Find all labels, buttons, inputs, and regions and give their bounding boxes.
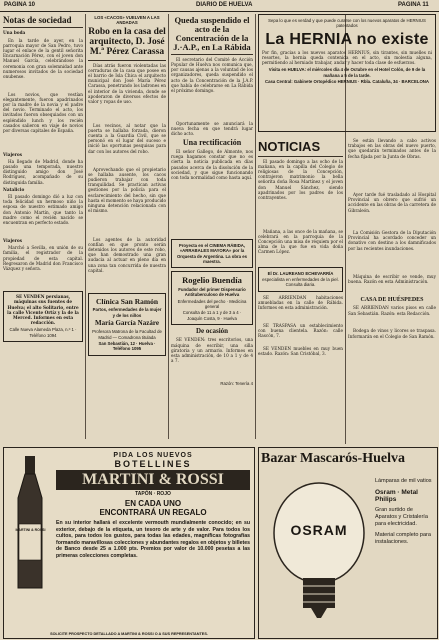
bazar-line: Lámparas de mil vatios: [375, 478, 432, 484]
guest-house-heading: CASA DE HUÉSPEDES: [360, 297, 424, 303]
page-number-left: PAGINA 10: [4, 2, 36, 8]
martini-rossi-ad: [3, 447, 255, 639]
gift-text: ENCONTRARÁ UN REGALO: [99, 508, 207, 517]
society-notes-title: Notas de sociedad: [3, 15, 72, 25]
lightbulb-illustration: [269, 478, 369, 628]
paragraph: SE VENDEN: tres escritorios, una máquina de escribir, una silla giratoria y un armario. Informes en esta administración, de 10 a 1 y de 4 a 7.: [171, 337, 253, 364]
bottle-illustration: [8, 454, 52, 594]
column-5: [348, 138, 436, 444]
hernia-headline: La HERNIA no existe: [265, 30, 429, 48]
paragraph: Los novios, que vestían elegantemente, fueron apadrinados por la madre de la novia y el padre del novio. Terminado el acto, los invitados fueron obsequiados con un espléndido lunch y los recién casados salieron en viaje de novios por diversas capitales de España.: [3, 91, 83, 134]
hernia-ad: [258, 14, 436, 134]
page-header: [0, 0, 439, 12]
classified: Bodega de vinos y licores se traspasa. Informarán en el Colegio de San Ramón.: [348, 328, 436, 339]
bazar-title: Bazar Mascarós-Huelva: [261, 451, 405, 466]
robbery-kicker: LOS «CACOS» VUELVEN A LAS ANDADAS: [94, 15, 160, 26]
address: Razón: Tenería 4: [220, 381, 253, 387]
osram-brand: OSRAM: [290, 522, 348, 538]
ad-text: SE VENDEN persianas, máquinas sus fuentes de Huelva; el alto Solitario, entre la calle Vicente Ortíz y la de la Merced. Informes en esta redacción.: [7, 294, 79, 326]
robbery-headline: Robo en la casa del arquitecto, D. José M.ª Pérez Carassa: [88, 26, 166, 57]
classified: Máquina de escribir se vende, muy buena. Razón en esta Administración.: [348, 274, 436, 285]
occasion-heading: De ocasión: [195, 326, 229, 335]
paragraph: La Comisión Gestora de la Diputación Provincial ha acordado conceder un donativo con destino a los damnificados por las recientes inundaciones.: [348, 230, 436, 251]
news-heading: NOTICIAS: [258, 139, 321, 154]
classified: SE VENDEN muebles en muy buen estado. Razón: San Cristóbal, 3.: [258, 345, 343, 356]
cinema-ad-text: Proyecta en el CINEMA RÁBIDA, «ARRABALES MAYORA» por la Orquesta de Argentina. La obra es maestra.: [176, 243, 248, 264]
doctor-address: Consulta de 11 a 1 y de 3 a 4 · Joaquín Costa, 9 · Huelva: [182, 310, 242, 321]
hernia-intro: Sepa lo que es verdad y que puede curarse con los nuevos aparatos de HERNIUS patentados: [268, 18, 426, 29]
midwife-credentials: Profesora Matrona de la Facultad de Madrid — Comadrona titulada: [92, 329, 162, 340]
rectification-heading: Una rectificación: [182, 137, 242, 147]
subheading-wedding: Una boda: [3, 30, 26, 36]
clinic-address: San Sebastián, 12 · Huelva · Teléfono 1095: [98, 340, 156, 352]
paragraph: El señor Gallego, de Almonte, nos ruega hagamos constar que no es cierta la noticia publicada en días pasados acerca de la disolución de la sociedad, y que sigue funcionando con toda normalidad como hasta aquí.: [171, 149, 253, 181]
in-each-one-text: EN CADA UNO: [124, 499, 182, 508]
hernia-visit: Visita en HUELVA: el miércoles día 4 de Octubre en el Hotel Colón, de 9 de la mañana a 5 de la tarde.: [268, 67, 426, 78]
doctor-specialty: Enfermedades del pecho · Medicina general: [177, 298, 247, 310]
ask-for-text: PIDA LOS NUEVOS: [113, 452, 193, 459]
cinema-ad: [171, 239, 253, 268]
paragraph: Aprovechando que el propietario se hallaba ausente, los cacos pudieron trabajar con toda tranquilidad. Se practican activas gestiones por la policía para el esclarecimiento del hecho, sin que hasta el momento se haya producido ninguna detención relacionada con el mismo.: [88, 166, 166, 214]
bazar-line: Osram · Metal: [375, 489, 418, 496]
doctor-ad: [171, 271, 253, 325]
clinic-ad: [88, 293, 166, 356]
bazar-line: Philips: [375, 496, 397, 503]
martini-rossi-brand: MARTINI & ROSSI: [56, 470, 250, 490]
classified: SE ARRIENDAN habitaciones amuebladas en la calle de Rábida. Informes en esta administración.: [258, 294, 343, 310]
subheading-birth: Natalicio: [3, 186, 25, 192]
paragraph: En la tarde de ayer, en la parroquia mayor de San Pedro, tuvo lugar el enlace de la gentil señorita Encarnación Pérez, con el joven don Manuel García, celebrándose la ceremonia con gran solemnidad ante numerosos invitados de la sociedad onubense.: [3, 37, 83, 80]
classified-ad: [3, 291, 83, 342]
bottle-label: MARTINI & ROSSI: [15, 528, 46, 532]
column-4: [258, 138, 343, 444]
bazar-line: Material completo para instalaciones.: [375, 532, 431, 545]
paragraph: El secretario del Comité de Acción Popular de Huelva nos comunica que, por causas ajenas a la voluntad de los organizadores, queda suspendido el acto de la Concentración de la J.A.P. que había de celebrarse en La Rábida el próximo domingo.: [171, 56, 253, 93]
paragraph: Los vecinos, al notar que la puerta se hallaba forzada, dieron cuenta a la Guardia Civil, que se personó en el lugar del suceso e inició las oportunas pesquisas para dar con los autores del robo.: [88, 122, 166, 154]
doctor-name: Rogelio Buendía: [182, 275, 242, 286]
paragraph: El pasado domingo a las ocho de la mañana, en la capilla del Colegio de religiosas de la Concepción, contrajeron matrimonio la bella señorita doña Rosa Martínez y el joven don Manuel Sánchez, siendo apadrinados por los padres de los contrayentes.: [258, 158, 343, 201]
midwife-name: María García Nazáre: [95, 318, 159, 327]
doctor-name: El Dr. LAUREANO ECHEVARRÍA: [267, 270, 334, 276]
ad-footer: SOLICITE PROSPECTO DETALLADO A MARTINI & ROSSI O A SUS REPRESENTANTES.: [50, 632, 208, 636]
paragraph: Oportunamente se anunciará la nueva fecha en que tendrá lugar dicho acto.: [171, 120, 253, 137]
subheading-travelers: Viajeros: [3, 238, 23, 244]
column-3: [171, 14, 253, 444]
paragraph: El pasado domingo dió a luz con toda felicidad un hermoso niño la esposa de nuestro estimado amigo don Antonio Martín, que tanto la madre como el recién nacido se encuentran en perfecto estado.: [3, 194, 83, 226]
clinic-specialty: Partos, enfermedades de la mujer y de los niños: [92, 307, 162, 318]
hernia-text: Por fin, gracias a los nuevos aparatos HERNIUS, sin tirantes, sin muelles ni resortes, la hernia queda contenida en el acto, sin molestia alguna, permitiendo al herniado trabajar, andar y hacer toda clase de esfuerzos.: [262, 49, 432, 65]
clinic-name: Clínica San Ramón: [95, 296, 159, 306]
paragraph: Días atrás fueron violentadas las cerraduras de la casa que posee en el barrio de Isla Chica el arquitecto municipal don José María Pérez Carassa, penetrando los ladrones en el interior de la vivienda, donde se apoderaron de diversos efectos de valor y ropas de uso.: [88, 62, 166, 104]
jap-headline: Queda suspendido el acto de la Concentración de la J.·A.P., en La Rábida: [173, 15, 251, 52]
ad-phone: Calle Nueva Alameda Plaza, n.º 1 · Teléfono 1094: [9, 327, 77, 338]
page-number-right: PAGINA 11: [398, 2, 429, 8]
red-cap-text: TAPÓN · ROJO: [135, 491, 171, 497]
paragraph: Ha llegado de Madrid, donde ha pasado una temporada, nuestro distinguido amigo don José Rodríguez, acompañado de su distinguida familia.: [3, 158, 83, 185]
paragraph: Ayer tarde fué trasladado al Hospital Provincial un obrero que sufrió un accidente en las obras de la carretera de Gibraleón.: [348, 192, 436, 213]
doctor-echevarria-ad: [258, 267, 343, 292]
subheading-travelers: Viajeros: [3, 151, 23, 157]
doctor-title: Fundador del primer Dispensario Antituberculoso de Huelva: [178, 287, 246, 298]
column-2: [88, 14, 166, 444]
doctor-text: especialista en enfermedades de la piel. Consulta diaria.: [262, 276, 339, 288]
bazar-mascaros-ad: [258, 447, 438, 639]
newspaper-name: DIARIO DE HUELVA: [196, 2, 253, 8]
column-1: [3, 14, 83, 444]
paragraph: Se están llevando a cabo activos trabajos en las obras del nuevo puerto, que quedarán terminados antes de la fecha fijada por la Junta de Obras.: [348, 138, 436, 159]
paragraph: Marchó a Sevilla, en unión de su familia, el registrador de la propiedad de esta capital. Regresaron de Madrid don Francisco Vázquez y señora.: [3, 245, 83, 272]
paragraph: Mañana, a las once de la mañana, se celebrará en la parroquia de la Concepción una misa de réquiem por el alma de la que fue en vida doña Carmen López.: [258, 228, 343, 255]
hernia-address: Casa Central: Gabinete Ortopédico HERNIUS · Rbla. Cataluña, 34 · BARCELONA: [264, 78, 430, 84]
small-bottles-text: BOTELLINES: [114, 459, 192, 469]
classified: SE TRASPASA un establecimiento con buena clientela. Razón: calle Rascón, 7.: [258, 322, 343, 338]
classified: SE ARRIENDAN varios pisos en calle San Sebastián. Razón: esta Redacción.: [348, 305, 436, 316]
ad-description: En su interior hallará el excelente vermouth mundialmente conocido; en su exterior, debajo de la etiqueta, un tesoro de arte y de valor. Para todos los cultos, para todos los gustos, para todas las edades, magníficas fotografías formando maravillosas colecciones y abundantes regalos en objetos y billetes de Banco desde 25 a 1.000 pts. Premios por valor de 10.000 pesetas a las primeras colecciones completas.: [56, 520, 250, 559]
paragraph: Los agentes de la autoridad confían en que pronto serán detenidos los autores de este robo, que han demostrado una gran audacia al actuar en pleno día en una zona tan concurrida de nuestra capital.: [88, 236, 166, 273]
bazar-line: Gran surtido de Aparatos y Cristalería para electricidad.: [375, 507, 428, 527]
